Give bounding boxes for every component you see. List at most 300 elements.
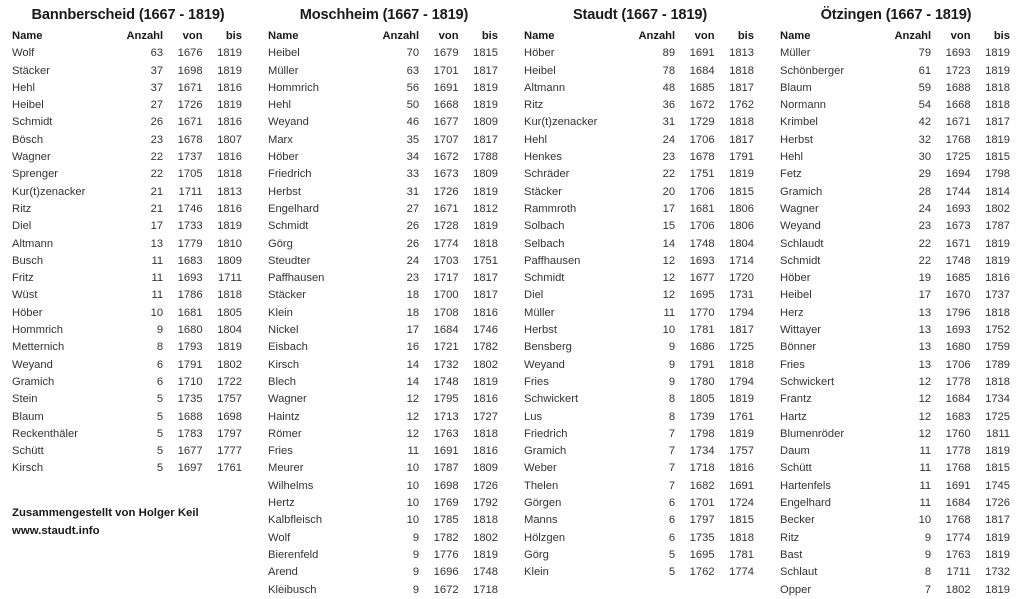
cell-bis: 1711 bbox=[217, 272, 242, 285]
cell-bis: 1752 bbox=[985, 324, 1010, 337]
cell-von: 1678 bbox=[177, 133, 203, 146]
cell-anzahl: 7 bbox=[668, 462, 676, 475]
cell-surname: Eisbach bbox=[268, 341, 308, 354]
cell-von: 1706 bbox=[945, 358, 971, 371]
table-row bbox=[524, 409, 756, 426]
cell-surname: Görg bbox=[524, 548, 549, 561]
cell-anzahl: 34 bbox=[406, 151, 420, 164]
cell-surname: Schütt bbox=[12, 445, 44, 458]
cell-von: 1782 bbox=[433, 531, 459, 544]
cell-anzahl: 5 bbox=[156, 427, 164, 440]
cell-anzahl: 79 bbox=[918, 47, 932, 60]
cell-von: 1683 bbox=[177, 254, 203, 267]
cell-anzahl: 12 bbox=[918, 393, 932, 406]
table-row bbox=[12, 287, 244, 304]
cell-anzahl: 10 bbox=[662, 324, 676, 337]
cell-bis: 1819 bbox=[473, 548, 498, 561]
table-row bbox=[268, 166, 500, 183]
cell-surname: Stäcker bbox=[268, 289, 306, 302]
cell-von: 1701 bbox=[433, 64, 459, 77]
cell-surname: Hartenfels bbox=[780, 479, 831, 492]
column-header-anzahl: Anzahl bbox=[638, 30, 676, 42]
table-row bbox=[524, 391, 756, 408]
cell-bis: 1819 bbox=[729, 393, 754, 406]
cell-von: 1744 bbox=[945, 185, 971, 198]
cell-bis: 1819 bbox=[473, 81, 498, 94]
table-row bbox=[780, 374, 1012, 391]
cell-von: 1705 bbox=[177, 168, 203, 181]
cell-bis: 1818 bbox=[729, 116, 754, 129]
footer-credit: Zusammengestellt von Holger Keil bbox=[12, 507, 199, 520]
cell-anzahl: 10 bbox=[406, 462, 420, 475]
cell-anzahl: 12 bbox=[662, 272, 676, 285]
cell-von: 1694 bbox=[945, 168, 971, 181]
table-header-row bbox=[780, 28, 1012, 45]
cell-bis: 1748 bbox=[473, 566, 498, 579]
cell-surname: Normann bbox=[780, 99, 827, 112]
table-row bbox=[12, 426, 244, 443]
cell-anzahl: 37 bbox=[150, 64, 164, 77]
cell-von: 1688 bbox=[177, 410, 203, 423]
table-row bbox=[12, 305, 244, 322]
cell-surname: Kirsch bbox=[268, 358, 300, 371]
cell-anzahl: 9 bbox=[924, 531, 932, 544]
cell-bis: 1816 bbox=[217, 81, 242, 94]
cell-surname: Fries bbox=[268, 445, 293, 458]
cell-bis: 1757 bbox=[217, 393, 242, 406]
cell-surname: Heibel bbox=[12, 99, 44, 112]
cell-surname: Wagner bbox=[268, 393, 307, 406]
cell-surname: Solbach bbox=[524, 220, 565, 233]
table-row bbox=[268, 218, 500, 235]
cell-anzahl: 12 bbox=[918, 427, 932, 440]
cell-surname: Heibel bbox=[524, 64, 556, 77]
cell-bis: 1698 bbox=[217, 410, 242, 423]
cell-surname: Weyand bbox=[524, 358, 565, 371]
cell-von: 1695 bbox=[689, 548, 715, 561]
cell-anzahl: 89 bbox=[662, 47, 676, 60]
cell-anzahl: 9 bbox=[412, 548, 420, 561]
cell-anzahl: 48 bbox=[662, 81, 676, 94]
cell-von: 1768 bbox=[945, 514, 971, 527]
column-header-bis: bis bbox=[481, 30, 498, 42]
cell-bis: 1726 bbox=[985, 497, 1010, 510]
cell-von: 1785 bbox=[433, 514, 459, 527]
cell-bis: 1813 bbox=[217, 185, 242, 198]
cell-von: 1783 bbox=[177, 427, 203, 440]
surname-table bbox=[268, 28, 500, 599]
cell-anzahl: 14 bbox=[406, 375, 420, 388]
cell-surname: Kalbfleisch bbox=[268, 514, 323, 527]
cell-bis: 1802 bbox=[473, 358, 498, 371]
table-row bbox=[780, 63, 1012, 80]
cell-surname: Hommrich bbox=[268, 81, 319, 94]
cell-von: 1681 bbox=[689, 202, 715, 215]
footer-website: www.staudt.info bbox=[12, 524, 100, 537]
cell-anzahl: 5 bbox=[156, 410, 164, 423]
cell-von: 1693 bbox=[945, 202, 971, 215]
table-row bbox=[268, 80, 500, 97]
cell-bis: 1816 bbox=[729, 462, 754, 475]
cell-bis: 1815 bbox=[985, 462, 1010, 475]
cell-von: 1686 bbox=[689, 341, 715, 354]
cell-anzahl: 35 bbox=[406, 133, 420, 146]
cell-von: 1684 bbox=[945, 393, 971, 406]
table-row bbox=[524, 149, 756, 166]
village-title: Bannberscheid (1667 - 1819) bbox=[31, 7, 225, 23]
cell-anzahl: 31 bbox=[406, 185, 420, 198]
cell-bis: 1732 bbox=[985, 566, 1010, 579]
cell-anzahl: 5 bbox=[668, 566, 676, 579]
cell-bis: 1774 bbox=[729, 566, 754, 579]
table-row bbox=[268, 391, 500, 408]
cell-von: 1769 bbox=[433, 497, 459, 510]
cell-surname: Altmann bbox=[524, 81, 566, 94]
cell-von: 1798 bbox=[689, 427, 715, 440]
cell-surname: Wilhelms bbox=[268, 479, 314, 492]
column-header-von: von bbox=[182, 30, 203, 42]
column-header-anzahl: Anzahl bbox=[894, 30, 932, 42]
cell-anzahl: 29 bbox=[918, 168, 932, 181]
cell-von: 1684 bbox=[433, 324, 459, 337]
cell-von: 1768 bbox=[945, 133, 971, 146]
cell-von: 1680 bbox=[177, 324, 203, 337]
table-body bbox=[780, 45, 1012, 599]
cell-anzahl: 27 bbox=[150, 99, 164, 112]
cell-bis: 1817 bbox=[729, 133, 754, 146]
table-row bbox=[780, 495, 1012, 512]
table-row bbox=[524, 322, 756, 339]
cell-von: 1735 bbox=[177, 393, 203, 406]
cell-surname: Höber bbox=[780, 272, 811, 285]
cell-surname: Kur(t)zenacker bbox=[524, 116, 598, 129]
cell-anzahl: 13 bbox=[918, 358, 932, 371]
table-row bbox=[12, 339, 244, 356]
cell-von: 1723 bbox=[945, 64, 971, 77]
cell-von: 1684 bbox=[945, 497, 971, 510]
cell-surname: Stäcker bbox=[524, 185, 562, 198]
cell-bis: 1720 bbox=[729, 272, 754, 285]
cell-von: 1805 bbox=[689, 393, 715, 406]
table-row bbox=[524, 374, 756, 391]
table-row bbox=[12, 114, 244, 131]
cell-surname: Stäcker bbox=[12, 64, 50, 77]
cell-anzahl: 11 bbox=[151, 289, 164, 302]
cell-surname: Paffhausen bbox=[524, 254, 581, 267]
cell-bis: 1813 bbox=[729, 47, 754, 60]
cell-von: 1701 bbox=[689, 497, 715, 510]
cell-anzahl: 14 bbox=[406, 358, 420, 371]
cell-bis: 1819 bbox=[473, 99, 498, 112]
cell-von: 1770 bbox=[689, 306, 715, 319]
table-row bbox=[780, 512, 1012, 529]
table-row bbox=[780, 236, 1012, 253]
cell-von: 1680 bbox=[945, 341, 971, 354]
table-row bbox=[268, 582, 500, 599]
cell-anzahl: 10 bbox=[406, 514, 420, 527]
table-row bbox=[12, 149, 244, 166]
cell-anzahl: 12 bbox=[406, 393, 420, 406]
table-row bbox=[780, 460, 1012, 477]
cell-anzahl: 54 bbox=[918, 99, 932, 112]
cell-von: 1725 bbox=[945, 151, 971, 164]
cell-bis: 1818 bbox=[985, 375, 1010, 388]
cell-surname: Blaum bbox=[780, 81, 812, 94]
cell-surname: Kleibusch bbox=[268, 583, 317, 596]
cell-bis: 1789 bbox=[985, 358, 1010, 371]
cell-bis: 1759 bbox=[985, 341, 1010, 354]
cell-bis: 1815 bbox=[729, 185, 754, 198]
table-row bbox=[268, 426, 500, 443]
cell-von: 1793 bbox=[177, 341, 203, 354]
cell-anzahl: 70 bbox=[406, 47, 420, 60]
cell-surname: Bierenfeld bbox=[268, 548, 319, 561]
cell-surname: Schwickert bbox=[780, 375, 835, 388]
column-header-von: von bbox=[694, 30, 715, 42]
cell-von: 1726 bbox=[433, 185, 459, 198]
cell-anzahl: 11 bbox=[919, 462, 932, 475]
table-row bbox=[268, 547, 500, 564]
cell-anzahl: 11 bbox=[407, 445, 420, 458]
cell-bis: 1804 bbox=[217, 324, 242, 337]
cell-bis: 1818 bbox=[217, 168, 242, 181]
table-row bbox=[524, 443, 756, 460]
cell-anzahl: 22 bbox=[662, 168, 676, 181]
table-row bbox=[12, 63, 244, 80]
cell-von: 1711 bbox=[946, 566, 971, 579]
cell-bis: 1818 bbox=[473, 514, 498, 527]
table-header-row bbox=[524, 28, 756, 45]
cell-von: 1691 bbox=[433, 81, 459, 94]
cell-anzahl: 22 bbox=[918, 237, 932, 250]
cell-surname: Nickel bbox=[268, 324, 299, 337]
cell-anzahl: 22 bbox=[918, 254, 932, 267]
table-body bbox=[268, 45, 500, 599]
cell-anzahl: 32 bbox=[918, 133, 932, 146]
cell-surname: Wagner bbox=[780, 202, 819, 215]
table-row bbox=[780, 564, 1012, 581]
cell-bis: 1802 bbox=[985, 202, 1010, 215]
cell-von: 1735 bbox=[689, 531, 715, 544]
cell-bis: 1746 bbox=[473, 324, 498, 337]
cell-bis: 1794 bbox=[729, 375, 754, 388]
cell-bis: 1811 bbox=[985, 427, 1010, 440]
cell-anzahl: 10 bbox=[918, 514, 932, 527]
cell-anzahl: 18 bbox=[406, 306, 420, 319]
cell-anzahl: 12 bbox=[662, 254, 676, 267]
cell-anzahl: 30 bbox=[918, 151, 932, 164]
cell-bis: 1817 bbox=[473, 133, 498, 146]
cell-bis: 1781 bbox=[729, 548, 754, 561]
cell-von: 1678 bbox=[689, 151, 715, 164]
cell-surname: Becker bbox=[780, 514, 815, 527]
table-row bbox=[524, 512, 756, 529]
cell-anzahl: 24 bbox=[406, 254, 420, 267]
cell-von: 1718 bbox=[689, 462, 715, 475]
cell-von: 1737 bbox=[177, 151, 203, 164]
cell-anzahl: 78 bbox=[662, 64, 676, 77]
cell-anzahl: 12 bbox=[918, 375, 932, 388]
cell-bis: 1817 bbox=[985, 116, 1010, 129]
cell-surname: Blumenröder bbox=[780, 427, 845, 440]
cell-von: 1691 bbox=[945, 479, 971, 492]
cell-surname: Gramich bbox=[524, 445, 567, 458]
cell-bis: 1798 bbox=[985, 168, 1010, 181]
table-header-row bbox=[268, 28, 500, 45]
village-block-staudt bbox=[512, 6, 768, 599]
cell-surname: Hommrich bbox=[12, 324, 63, 337]
cell-von: 1746 bbox=[177, 202, 203, 215]
village-block-moschheim bbox=[256, 6, 512, 599]
cell-surname: Bönner bbox=[780, 341, 817, 354]
cell-surname: Fetz bbox=[780, 168, 802, 181]
cell-von: 1671 bbox=[177, 81, 203, 94]
cell-bis: 1777 bbox=[217, 445, 242, 458]
table-row bbox=[12, 80, 244, 97]
village-title: Moschheim (1667 - 1819) bbox=[299, 7, 469, 23]
cell-bis: 1806 bbox=[729, 202, 754, 215]
table-row bbox=[780, 166, 1012, 183]
village-title: Staudt (1667 - 1819) bbox=[572, 7, 708, 23]
cell-bis: 1818 bbox=[473, 427, 498, 440]
table-row bbox=[268, 409, 500, 426]
cell-surname: Weyand bbox=[12, 358, 53, 371]
cell-bis: 1816 bbox=[473, 445, 498, 458]
table-row bbox=[268, 287, 500, 304]
cell-bis: 1819 bbox=[473, 220, 498, 233]
cell-bis: 1817 bbox=[729, 324, 754, 337]
cell-surname: Gramich bbox=[780, 185, 823, 198]
cell-von: 1670 bbox=[945, 289, 971, 302]
table-row bbox=[780, 391, 1012, 408]
cell-von: 1697 bbox=[177, 462, 203, 475]
cell-bis: 1810 bbox=[217, 237, 242, 250]
cell-anzahl: 14 bbox=[662, 237, 676, 250]
cell-anzahl: 5 bbox=[156, 393, 164, 406]
cell-bis: 1817 bbox=[473, 272, 498, 285]
cell-anzahl: 26 bbox=[406, 220, 420, 233]
cell-bis: 1761 bbox=[729, 410, 754, 423]
table-row bbox=[524, 253, 756, 270]
cell-surname: Kur(t)zenacker bbox=[12, 185, 86, 198]
cell-anzahl: 22 bbox=[150, 151, 164, 164]
table-row bbox=[12, 374, 244, 391]
cell-von: 1672 bbox=[433, 151, 459, 164]
cell-von: 1729 bbox=[689, 116, 715, 129]
table-row bbox=[268, 443, 500, 460]
cell-von: 1679 bbox=[433, 47, 459, 60]
cell-anzahl: 63 bbox=[150, 47, 164, 60]
cell-bis: 1819 bbox=[985, 133, 1010, 146]
cell-surname: Herz bbox=[780, 306, 804, 319]
cell-von: 1763 bbox=[945, 548, 971, 561]
cell-von: 1706 bbox=[689, 133, 715, 146]
footer bbox=[12, 505, 199, 540]
cell-bis: 1819 bbox=[985, 445, 1010, 458]
cell-von: 1768 bbox=[945, 462, 971, 475]
table-row bbox=[12, 409, 244, 426]
cell-anzahl: 9 bbox=[412, 583, 420, 596]
cell-bis: 1815 bbox=[473, 47, 498, 60]
cell-von: 1691 bbox=[433, 445, 459, 458]
cell-surname: Schwickert bbox=[524, 393, 579, 406]
cell-surname: Müller bbox=[268, 64, 299, 77]
column-header-von: von bbox=[438, 30, 459, 42]
cell-surname: Lus bbox=[524, 410, 543, 423]
cell-surname: Engelhard bbox=[268, 202, 320, 215]
cell-surname: Schönberger bbox=[780, 64, 845, 77]
cell-anzahl: 11 bbox=[919, 497, 932, 510]
cell-bis: 1818 bbox=[985, 306, 1010, 319]
cell-anzahl: 17 bbox=[150, 220, 164, 233]
column-header-name: Name bbox=[780, 30, 811, 42]
cell-anzahl: 31 bbox=[662, 116, 676, 129]
cell-surname: Höber bbox=[12, 306, 43, 319]
cell-anzahl: 8 bbox=[156, 341, 164, 354]
table-row bbox=[524, 530, 756, 547]
column-header-bis: bis bbox=[993, 30, 1010, 42]
cell-surname: Thelen bbox=[524, 479, 559, 492]
cell-anzahl: 10 bbox=[150, 306, 164, 319]
cell-anzahl: 23 bbox=[662, 151, 676, 164]
table-row bbox=[268, 495, 500, 512]
table-row bbox=[780, 322, 1012, 339]
cell-bis: 1816 bbox=[473, 393, 498, 406]
cell-bis: 1809 bbox=[217, 254, 242, 267]
cell-surname: Altmann bbox=[12, 237, 54, 250]
cell-anzahl: 9 bbox=[412, 531, 420, 544]
cell-surname: Daum bbox=[780, 445, 810, 458]
cell-surname: Schmidt bbox=[524, 272, 565, 285]
table-row bbox=[524, 166, 756, 183]
table-row bbox=[268, 322, 500, 339]
table-row bbox=[12, 270, 244, 287]
cell-anzahl: 42 bbox=[918, 116, 932, 129]
cell-anzahl: 9 bbox=[924, 548, 932, 561]
table-row bbox=[12, 218, 244, 235]
cell-von: 1671 bbox=[433, 202, 459, 215]
cell-anzahl: 5 bbox=[156, 445, 164, 458]
cell-bis: 1816 bbox=[985, 272, 1010, 285]
cell-anzahl: 7 bbox=[668, 427, 676, 440]
cell-von: 1681 bbox=[177, 306, 203, 319]
table-row bbox=[780, 478, 1012, 495]
table-row bbox=[780, 339, 1012, 356]
cell-anzahl: 59 bbox=[918, 81, 932, 94]
cell-bis: 1812 bbox=[473, 202, 498, 215]
cell-surname: Gramich bbox=[12, 375, 55, 388]
cell-surname: Fries bbox=[780, 358, 805, 371]
cell-von: 1673 bbox=[945, 220, 971, 233]
cell-von: 1795 bbox=[433, 393, 459, 406]
cell-bis: 1817 bbox=[729, 81, 754, 94]
cell-bis: 1816 bbox=[217, 151, 242, 164]
cell-bis: 1731 bbox=[729, 289, 754, 302]
cell-surname: Römer bbox=[268, 427, 302, 440]
cell-bis: 1815 bbox=[729, 514, 754, 527]
cell-anzahl: 6 bbox=[668, 497, 676, 510]
table-row bbox=[268, 374, 500, 391]
cell-anzahl: 9 bbox=[668, 375, 676, 388]
cell-anzahl: 26 bbox=[150, 116, 164, 129]
cell-anzahl: 17 bbox=[662, 202, 676, 215]
cell-surname: Manns bbox=[524, 514, 558, 527]
cell-von: 1711 bbox=[178, 185, 203, 198]
cell-surname: Henkes bbox=[524, 151, 562, 164]
cell-anzahl: 13 bbox=[918, 324, 932, 337]
column-header-anzahl: Anzahl bbox=[126, 30, 164, 42]
cell-von: 1693 bbox=[945, 324, 971, 337]
